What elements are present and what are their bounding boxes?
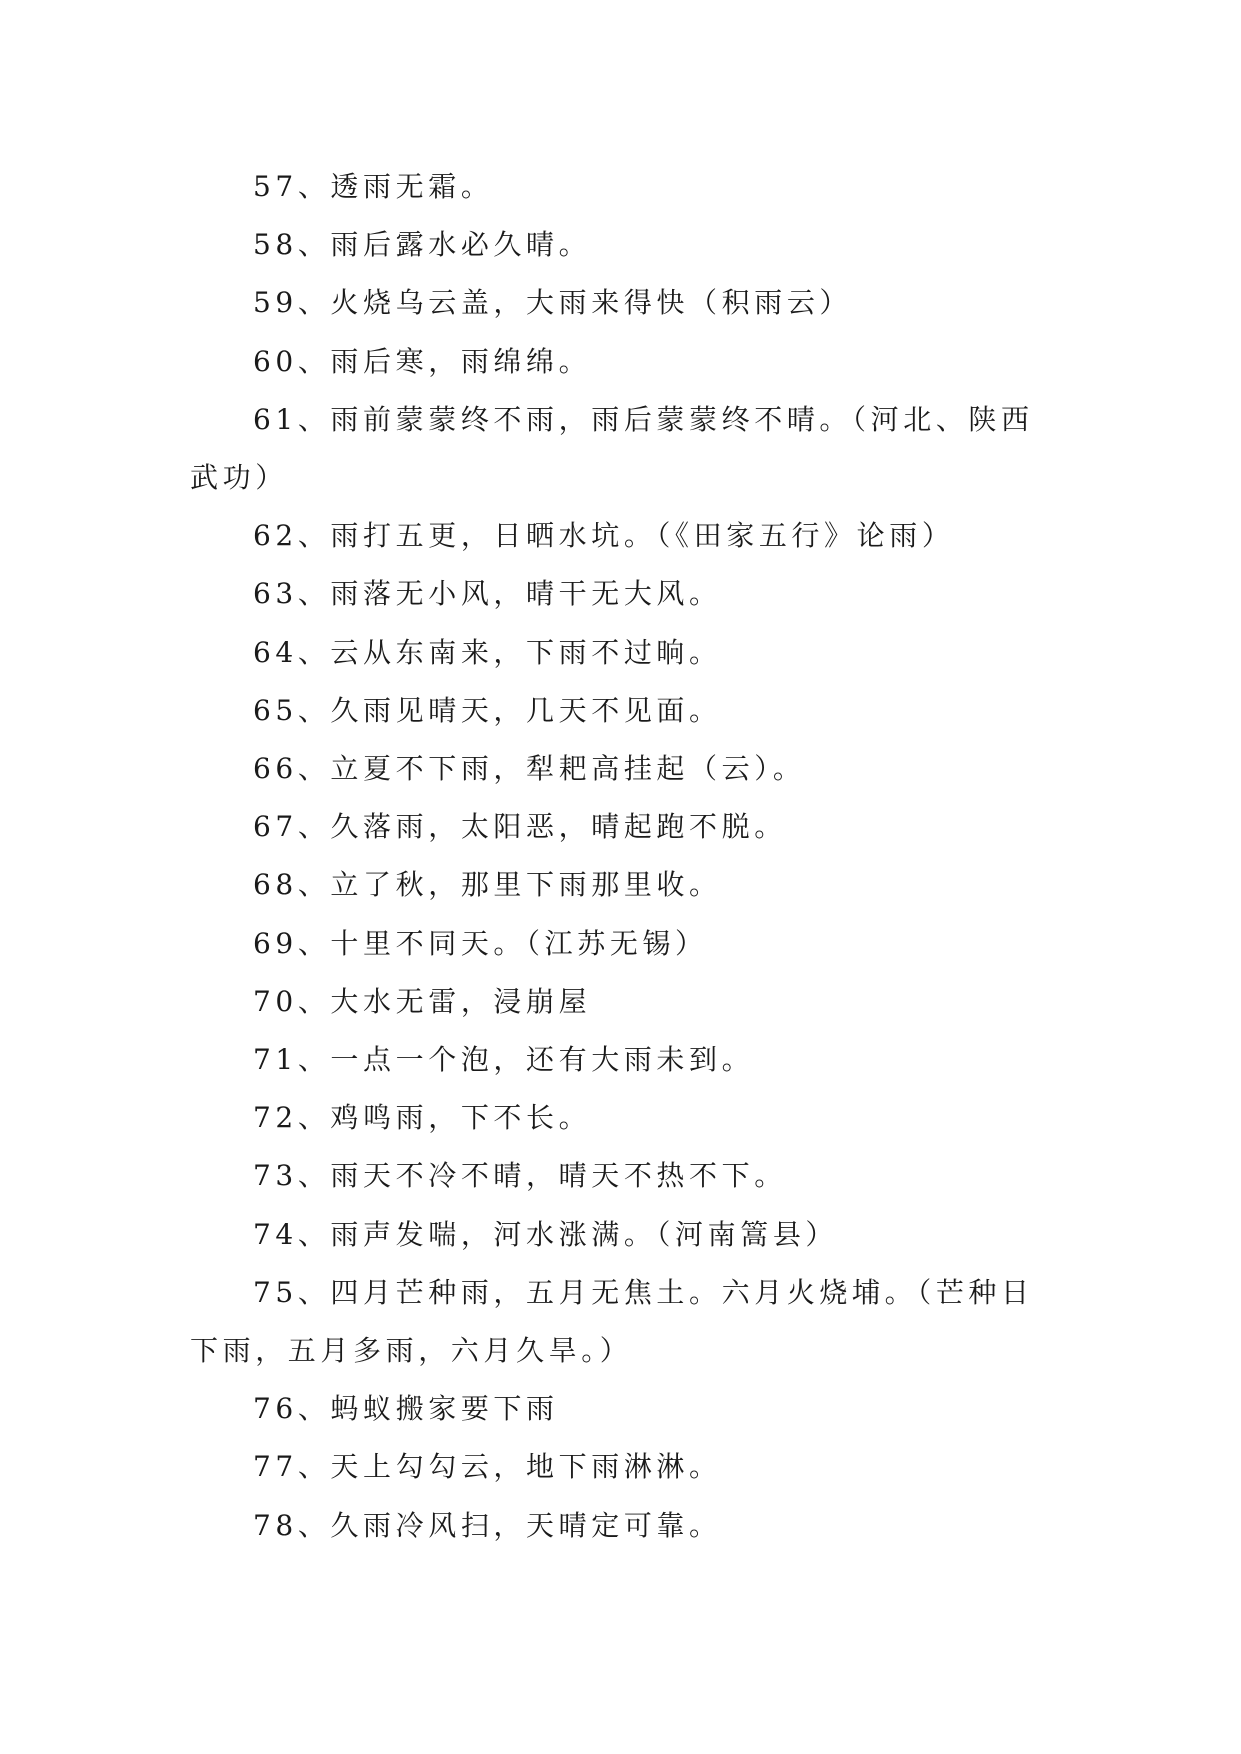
proverb-74: 74、雨声发喘，河水涨满。（河南篙县）: [253, 1217, 839, 1251]
document-body: [190, 158, 1050, 1555]
proverb-61: 61、雨前蒙蒙终不雨，雨后蒙蒙终不晴。（河北、陕西武功）: [190, 402, 1034, 495]
proverb-63: 63、雨落无小风，晴干无大风。: [253, 577, 722, 611]
proverb-58: 58、雨后露水必久晴。: [253, 228, 592, 262]
proverb-62: 62、雨打五更，日晒水坑。（《田家五行》论雨）: [253, 519, 955, 553]
proverb-60: 60、雨后寒，雨绵绵。: [253, 344, 592, 378]
proverb-64: 64、云从东南来，下雨不过晌。: [253, 635, 722, 669]
proverb-73: 73、雨天不冷不晴，晴天不热不下。: [253, 1159, 787, 1193]
proverb-76: 76、蚂蚁搬家要下雨: [253, 1392, 559, 1426]
proverb-66: 66、立夏不下雨，犁耙高挂起（云）。: [253, 752, 806, 786]
proverb-67: 67、久落雨，太阳恶，晴起跑不脱。: [253, 810, 787, 844]
proverb-72: 72、鸡鸣雨，下不长。: [253, 1101, 592, 1135]
proverb-75: 75、四月芒种雨，五月无焦土。六月火烧埔。（芒种日下雨，五月多雨，六月久旱。）: [190, 1275, 1034, 1368]
proverb-59: 59、火烧乌云盖，大雨来得快（积雨云）: [253, 286, 853, 320]
proverb-71: 71、一点一个泡，还有大雨未到。: [253, 1043, 755, 1077]
proverb-57: 57、透雨无霜。: [253, 170, 494, 203]
proverb-69: 69、十里不同天。（江苏无锡）: [253, 926, 708, 960]
proverb-65: 65、久雨见晴天，几天不见面。: [253, 693, 722, 727]
proverb-78: 78、久雨冷风扫，天晴定可靠。: [253, 1508, 722, 1542]
proverb-70: 70、大水无雷，浸崩屋: [253, 984, 592, 1018]
proverb-68: 68、立了秋，那里下雨那里收。: [253, 868, 722, 902]
proverb-77: 77、天上勾勾云，地下雨淋淋。: [253, 1450, 722, 1484]
